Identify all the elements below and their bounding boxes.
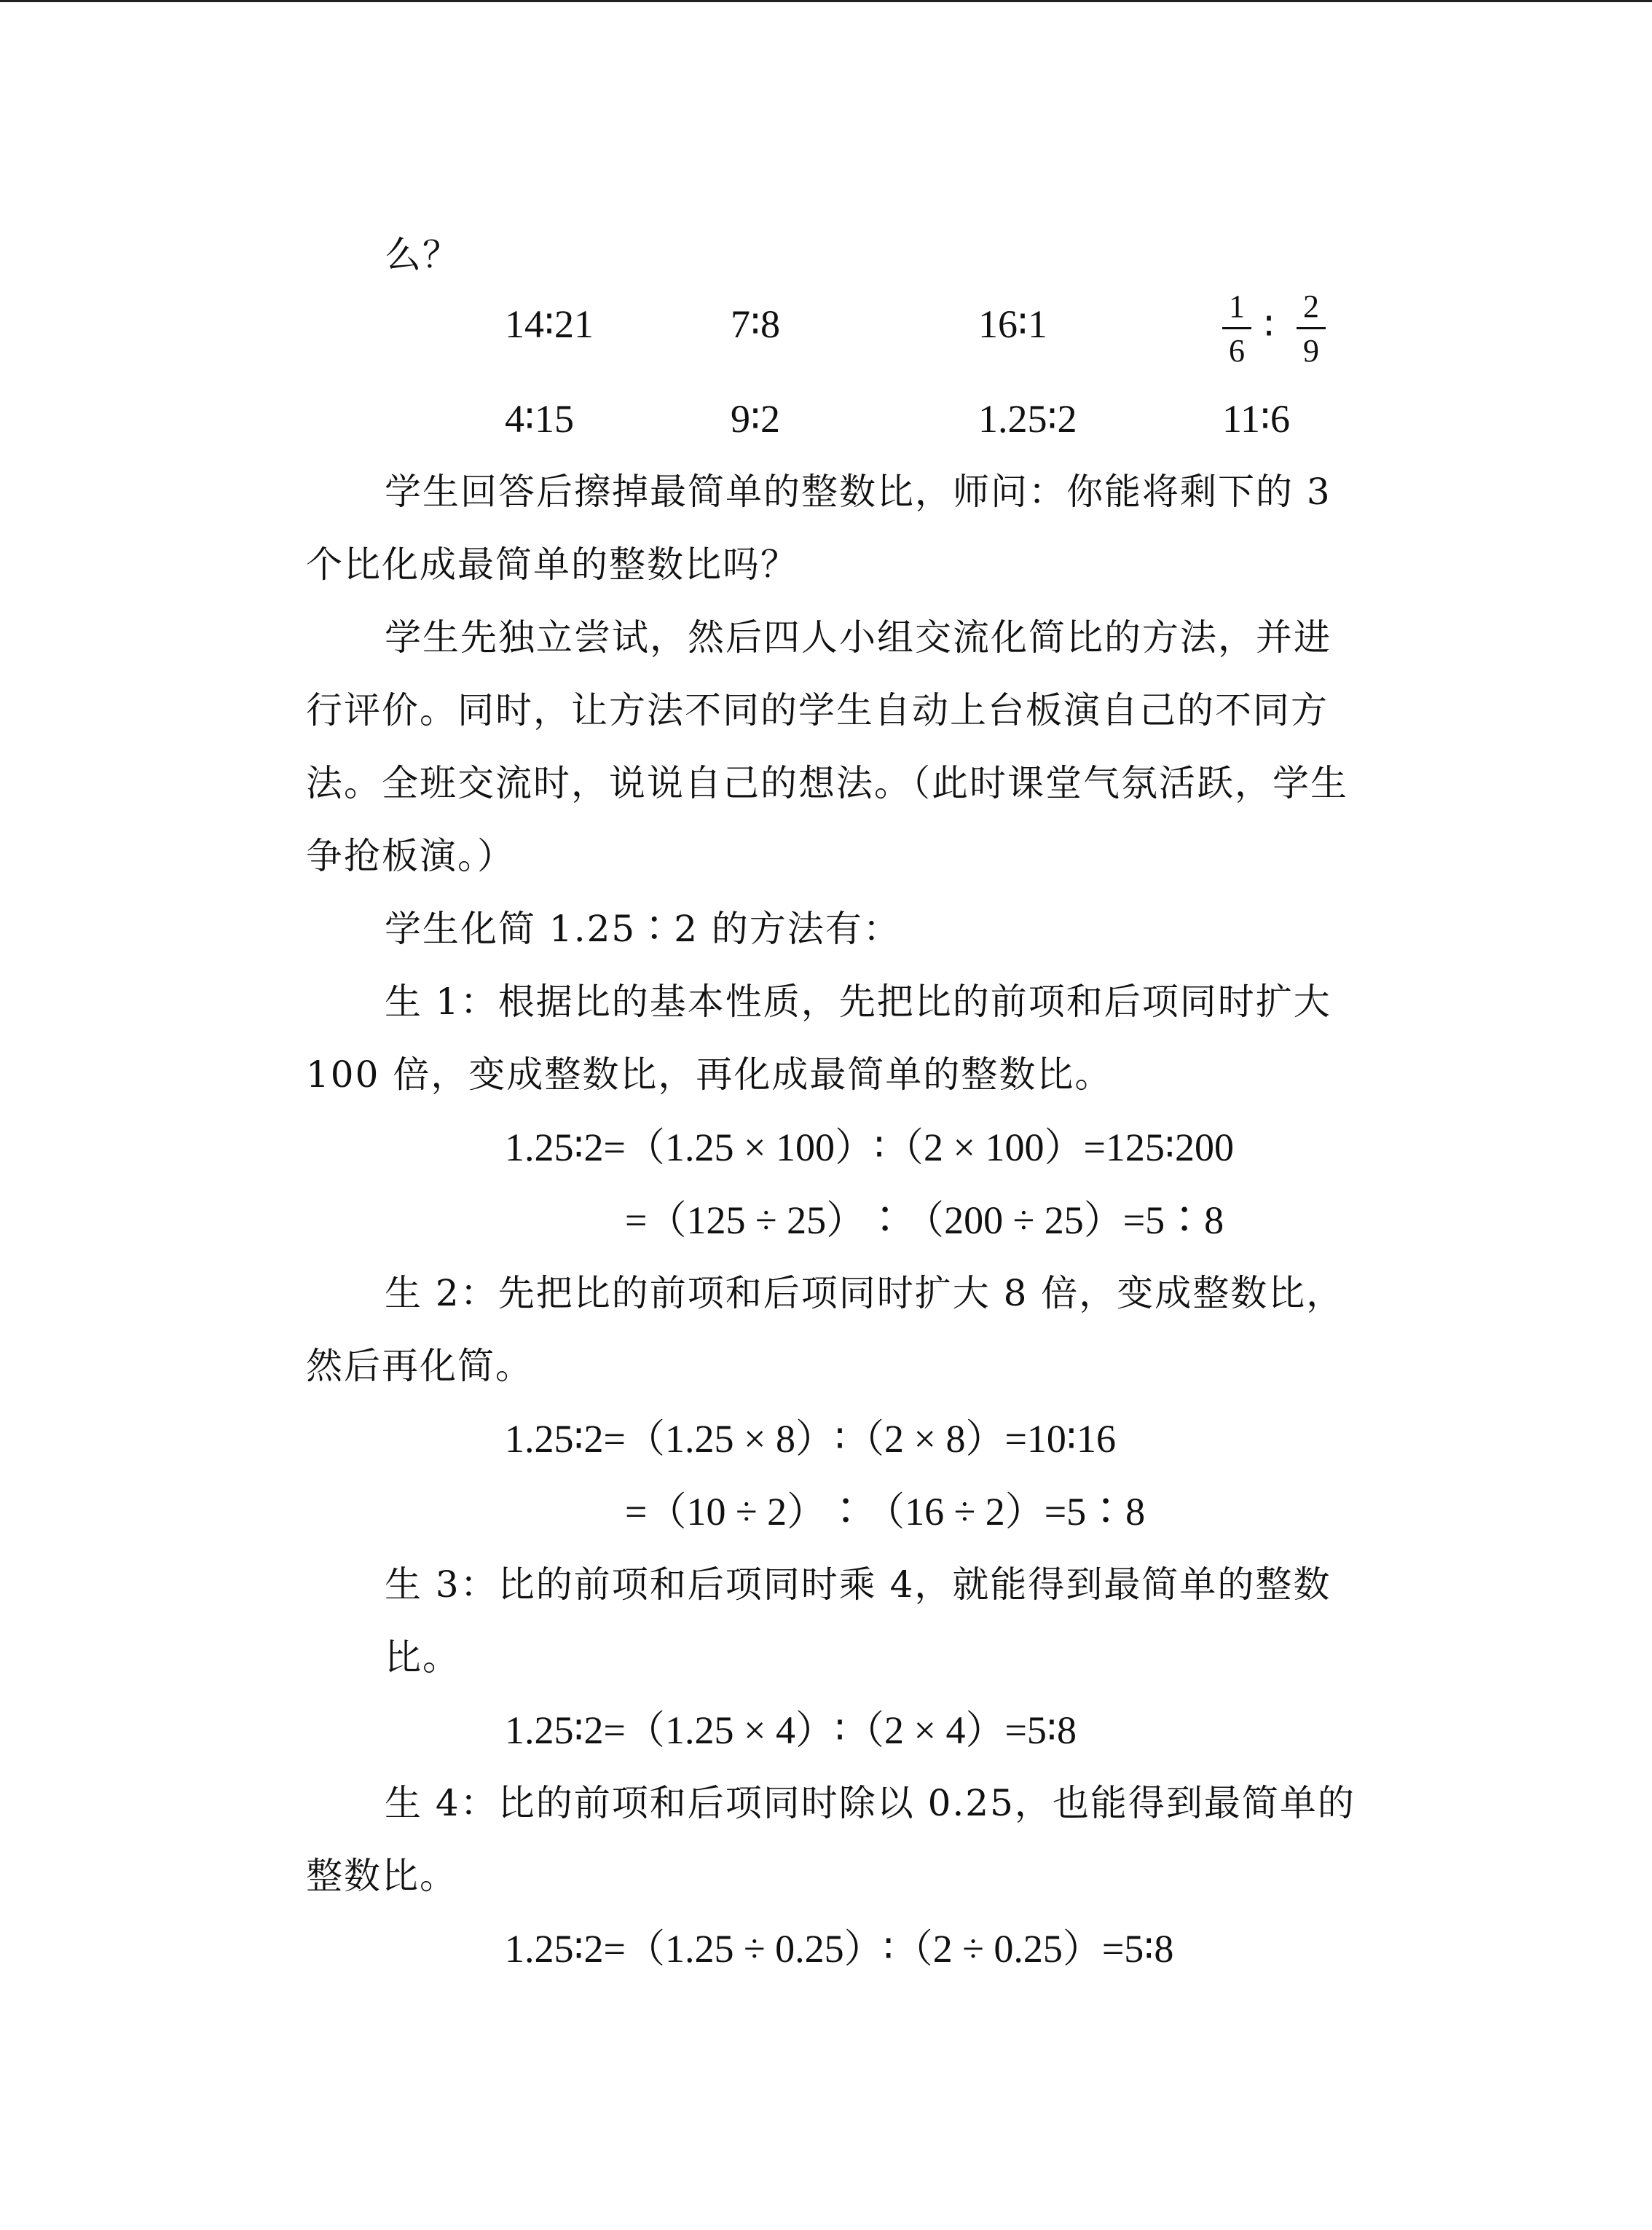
paragraph-line: 生 1：根据比的基本性质，先把比的前项和后项同时扩大 bbox=[385, 981, 1332, 1023]
paragraph-line: 争抢板演。） bbox=[306, 835, 515, 877]
top-rule bbox=[0, 0, 1652, 2]
ratio-item: 16∶1 bbox=[978, 302, 1048, 346]
ratio-item: 14∶21 bbox=[505, 302, 594, 346]
paragraph-line: 比。 bbox=[385, 1636, 460, 1679]
equation: 1.25∶2=（1.25 × 100）∶（2 × 100）=125∶200 bbox=[505, 1126, 1234, 1169]
paragraph-line: 整数比。 bbox=[306, 1855, 457, 1897]
ratio-item: 9∶2 bbox=[731, 397, 781, 441]
equation: =（10 ÷ 2）∶（16 ÷ 2）=5∶8 bbox=[625, 1490, 1146, 1534]
ratio-item: 1.25∶2 bbox=[978, 397, 1077, 441]
paragraph-line: 然后再化简。 bbox=[306, 1345, 533, 1387]
paragraph-line: 学生化简 1.25∶2 的方法有： bbox=[385, 908, 901, 950]
ratio-item: 7∶8 bbox=[731, 302, 781, 346]
paragraph-line: 个比化成最简单的整数比吗？ bbox=[306, 543, 798, 586]
ratio-item: 11∶6 bbox=[1222, 397, 1291, 441]
paragraph-line: 生 2：先把比的前项和后项同时扩大 8 倍，变成整数比， bbox=[385, 1272, 1345, 1314]
ratio-item: 4∶15 bbox=[505, 397, 575, 441]
paragraph-line: 法。全班交流时，说说自己的想法。（此时课堂气氛活跃，学生 bbox=[306, 762, 1348, 804]
fraction-denominator: 6 bbox=[1229, 333, 1245, 369]
equation: 1.25∶2=（1.25 ÷ 0.25）∶（2 ÷ 0.25）=5∶8 bbox=[505, 1927, 1174, 1971]
paragraph-line: 学生回答后擦掉最简单的整数比，师问：你能将剩下的 3 bbox=[385, 471, 1332, 513]
paragraph-line: 生 4：比的前项和后项同时除以 0.25，也能得到最简单的 bbox=[385, 1782, 1356, 1824]
continuation-text: 么？ bbox=[385, 234, 460, 276]
fraction-denominator: 9 bbox=[1303, 333, 1319, 369]
equation: =（125 ÷ 25）∶（200 ÷ 25）=5∶8 bbox=[625, 1198, 1224, 1242]
fraction-one-sixth bbox=[1222, 288, 1251, 370]
equation: 1.25∶2=（1.25 × 8）∶（2 × 8）=10∶16 bbox=[505, 1417, 1116, 1461]
fraction-colon: ∶ bbox=[1264, 305, 1275, 348]
paragraph-line: 学生先独立尝试，然后四人小组交流化简比的方法，并进 bbox=[385, 616, 1332, 659]
paragraph-line: 行评价。同时，让方法不同的学生自动上台板演自己的不同方 bbox=[306, 689, 1329, 731]
fraction-two-ninths bbox=[1297, 288, 1326, 370]
fraction-numerator: 1 bbox=[1229, 288, 1245, 324]
fraction-bar bbox=[1297, 327, 1326, 329]
paragraph-line: 生 3：比的前项和后项同时乘 4，就能得到最简单的整数 bbox=[385, 1563, 1332, 1606]
fraction-bar bbox=[1222, 327, 1251, 329]
equation: 1.25∶2=（1.25 × 4）∶（2 × 4）=5∶8 bbox=[505, 1708, 1077, 1752]
paragraph-line: 100 倍，变成整数比，再化成最简单的整数比。 bbox=[306, 1053, 1113, 1096]
fraction-numerator: 2 bbox=[1303, 288, 1319, 324]
